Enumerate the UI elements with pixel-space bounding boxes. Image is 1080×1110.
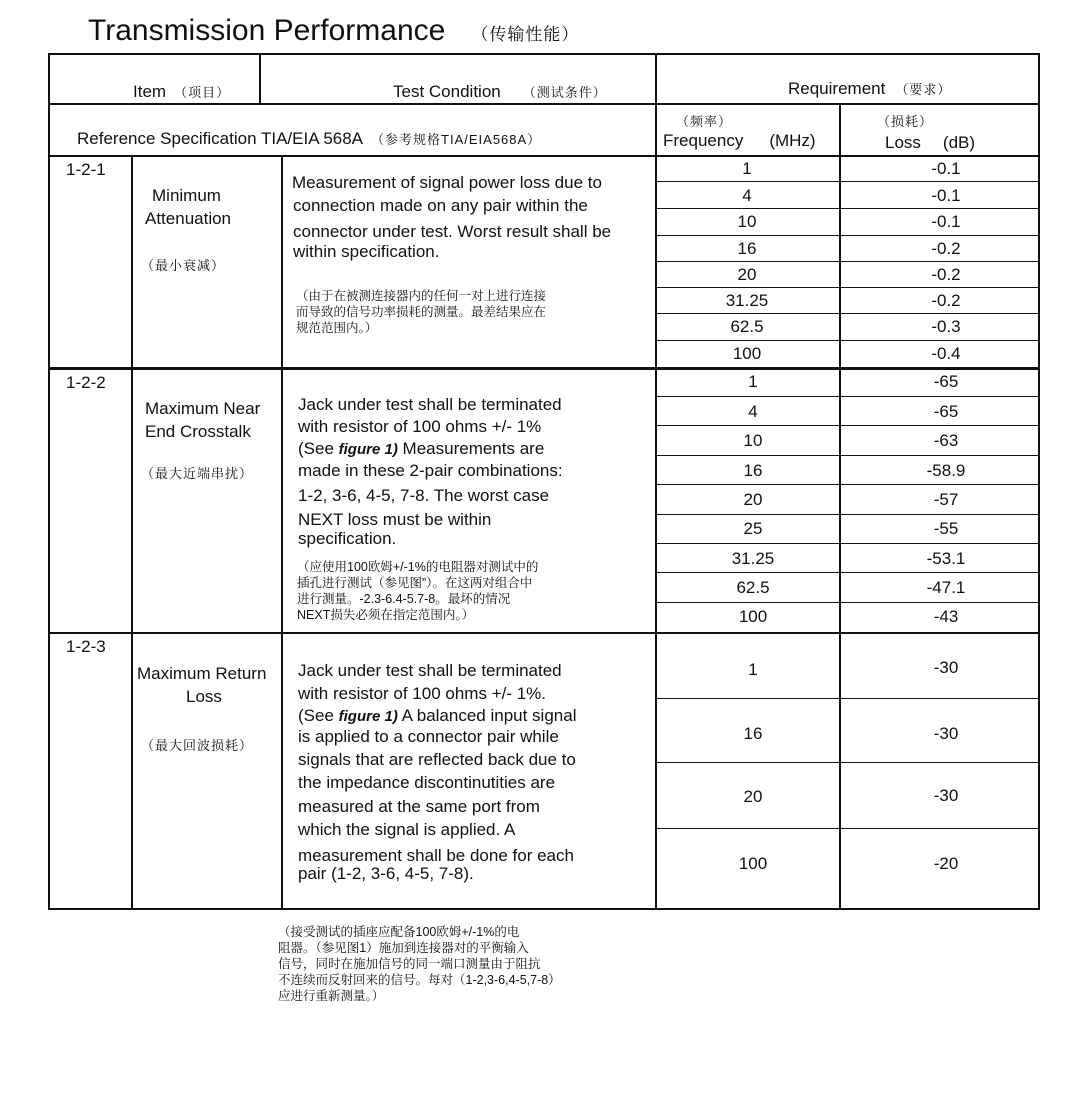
loss-value: -63 — [933, 431, 959, 450]
frequency-value: 16 — [743, 724, 763, 743]
item-name-zh: （最大近端串扰） — [141, 466, 254, 481]
frequency-value: 4 — [748, 402, 758, 421]
frequency-value: 31.25 — [725, 291, 769, 310]
item-name-line: Maximum Near — [145, 399, 261, 418]
loss-value: -55 — [933, 519, 959, 538]
item-name-zh: （最大回波损耗） — [141, 738, 254, 753]
frequency-value: 4 — [742, 186, 752, 205]
header-reference-spec: Reference Specification TIA/EIA 568A （参考规格TIA/EIA568A） — [77, 129, 542, 148]
frequency-value: 100 — [738, 854, 768, 873]
loss-value: -0.3 — [931, 317, 961, 336]
title-zh: （传输性能） — [471, 25, 580, 44]
header-loss-zh: （损耗） — [877, 114, 934, 129]
frequency-value: 20 — [737, 265, 757, 284]
frequency-value: 10 — [737, 212, 757, 231]
frequency-value: 62.5 — [730, 317, 764, 336]
loss-value: -65 — [933, 402, 959, 421]
item-id: 1-2-3 — [66, 637, 106, 656]
frequency-value: 1 — [748, 660, 758, 679]
item-name-zh: （最小衰减） — [141, 258, 226, 273]
item-name-line: Minimum — [152, 186, 221, 205]
loss-value: -58.9 — [926, 461, 966, 480]
loss-value: -43 — [933, 607, 959, 626]
header-frequency: Frequency (MHz) — [663, 131, 816, 150]
item-name-line: Loss — [186, 687, 222, 706]
figure-reference: figure 1) — [338, 441, 398, 458]
loss-value: -0.1 — [931, 186, 961, 205]
loss-value: -0.4 — [931, 344, 961, 363]
frequency-value: 20 — [743, 787, 763, 806]
loss-value: -30 — [933, 724, 959, 743]
frequency-value: 100 — [732, 344, 762, 363]
loss-value: -0.2 — [931, 265, 961, 284]
page-title — [88, 14, 579, 48]
loss-value: -0.2 — [931, 291, 961, 310]
frequency-value: 100 — [738, 607, 768, 626]
frequency-value: 16 — [737, 239, 757, 258]
frequency-value: 31.25 — [731, 549, 775, 568]
loss-value: -20 — [933, 854, 959, 873]
item-id: 1-2-1 — [66, 160, 106, 179]
item-name-line: End Crosstalk — [145, 422, 251, 441]
loss-value: -0.2 — [931, 239, 961, 258]
frequency-value: 10 — [743, 431, 763, 450]
loss-value: -65 — [933, 372, 959, 391]
figure-reference: figure 1) — [338, 708, 398, 725]
loss-value: -53.1 — [926, 549, 966, 568]
frequency-value: 20 — [743, 490, 763, 509]
header-frequency-zh: （频率） — [676, 114, 733, 129]
item-id: 1-2-2 — [66, 373, 106, 392]
loss-value: -0.1 — [931, 159, 961, 178]
frequency-value: 1 — [742, 159, 752, 178]
frequency-value: 1 — [748, 372, 758, 391]
frequency-value: 25 — [743, 519, 763, 538]
title-en: Transmission Performance — [88, 14, 446, 47]
loss-value: -47.1 — [926, 578, 966, 597]
item-name-line: Maximum Return — [137, 664, 267, 683]
item-name-line: Attenuation — [145, 209, 232, 228]
loss-value: -30 — [933, 786, 959, 805]
frequency-value: 62.5 — [736, 578, 770, 597]
loss-value: -57 — [933, 490, 959, 509]
loss-value: -30 — [933, 658, 959, 677]
header-loss: Loss (dB) — [885, 133, 976, 152]
header-requirement: Requirement （要求） — [788, 79, 952, 98]
footnote-zh: （接受测试的插座应配备100欧姆+/-1%的电 阻器。（参见图1）施加到连接器对的平衡输入 信号，同时在施加信号的同一端口测量由于阻抗 不连续而反射回来的信号。每对（1-2,3-6,4-5,7-8） 应进行重新测量。） — [278, 925, 561, 1003]
header-test-condition: Test Condition （测试条件） — [393, 82, 607, 101]
loss-value: -0.1 — [931, 212, 961, 231]
frequency-value: 16 — [743, 461, 763, 480]
header-item: Item （项目） — [133, 82, 231, 101]
